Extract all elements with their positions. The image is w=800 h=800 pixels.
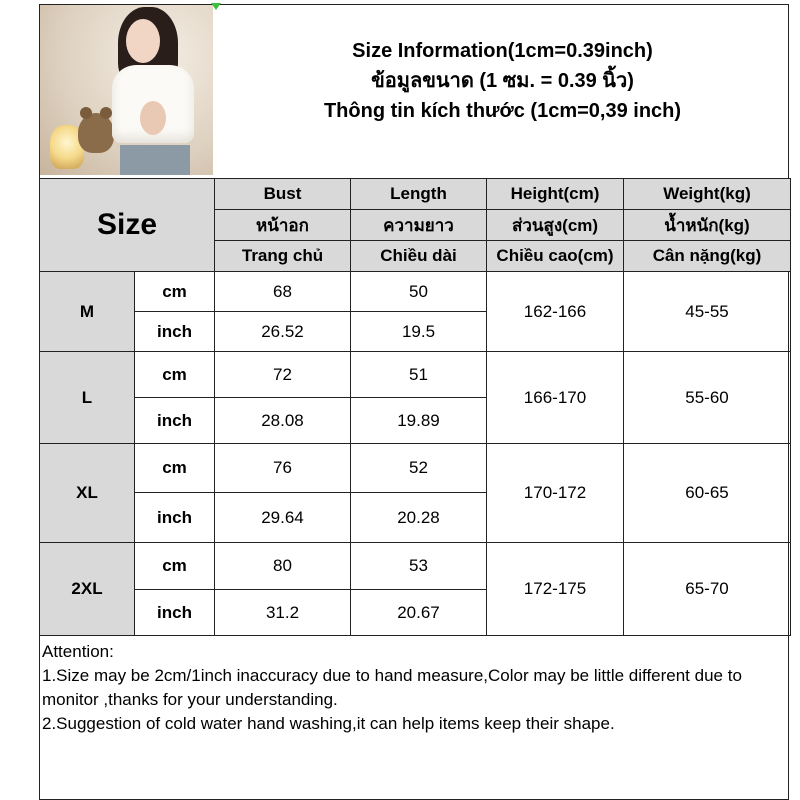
length-inch-value: 19.89	[351, 398, 487, 444]
unit-inch-label: inch	[135, 312, 215, 352]
col-header-weight-en: Weight(kg)	[624, 179, 791, 210]
height-range-value: 170-172	[487, 444, 624, 543]
unit-cm-label: cm	[135, 444, 215, 493]
col-header-weight-th: น้ำหนัก(kg)	[624, 210, 791, 241]
size-information-header	[215, 36, 790, 126]
col-header-height-th: ส่วนสูง(cm)	[487, 210, 624, 241]
unit-cm-label: cm	[135, 352, 215, 398]
attention-note-1: 1.Size may be 2cm/1inch inaccuracy due to hand measure,Color may be little different due to monitor ,thanks for your understanding.	[42, 666, 742, 709]
unit-inch-label: inch	[135, 590, 215, 636]
header-line-thai: ข้อมูลขนาด (1 ซม. = 0.39 นิ้ว)	[371, 70, 634, 92]
height-range-value: 162-166	[487, 272, 624, 352]
jeans-shape	[120, 145, 190, 175]
col-header-bust-vi: Trang chủ	[215, 241, 351, 272]
bust-cm-value: 72	[215, 352, 351, 398]
product-photo	[40, 5, 213, 175]
col-header-length-vi: Chiều dài	[351, 241, 487, 272]
length-cm-value: 52	[351, 444, 487, 493]
model-face-shape	[126, 19, 160, 63]
length-cm-value: 51	[351, 352, 487, 398]
length-inch-value: 20.67	[351, 590, 487, 636]
open-back-shape	[140, 101, 166, 135]
teddy-bear-shape	[78, 113, 114, 153]
unit-cm-label: cm	[135, 272, 215, 312]
col-header-height-vi: Chiều cao(cm)	[487, 241, 624, 272]
attention-title: Attention:	[42, 642, 114, 661]
unit-inch-label: inch	[135, 398, 215, 444]
header-line-vietnamese: Thông tin kích thước (1cm=0,39 inch)	[323, 100, 682, 122]
bust-inch-value: 31.2	[215, 590, 351, 636]
size-label-l: L	[40, 352, 135, 444]
col-header-height-en: Height(cm)	[487, 179, 624, 210]
bust-cm-value: 68	[215, 272, 351, 312]
unit-cm-label: cm	[135, 543, 215, 590]
unit-inch-label: inch	[135, 493, 215, 543]
height-range-value: 172-175	[487, 543, 624, 636]
weight-range-value: 65-70	[624, 543, 791, 636]
height-range-value: 166-170	[487, 352, 624, 444]
size-table	[39, 178, 791, 636]
size-label-m: M	[40, 272, 135, 352]
col-header-length-en: Length	[351, 179, 487, 210]
size-label-2xl: 2XL	[40, 543, 135, 636]
attention-note-2: 2.Suggestion of cold water hand washing,it can help items keep their shape.	[42, 714, 615, 733]
bust-inch-value: 28.08	[215, 398, 351, 444]
length-cm-value: 53	[351, 543, 487, 590]
bust-inch-value: 26.52	[215, 312, 351, 352]
col-header-weight-vi: Cân nặng(kg)	[624, 241, 791, 272]
length-inch-value: 19.5	[351, 312, 487, 352]
size-label-xl: XL	[40, 444, 135, 543]
col-header-length-th: ความยาว	[351, 210, 487, 241]
length-inch-value: 20.28	[351, 493, 487, 543]
bust-cm-value: 80	[215, 543, 351, 590]
length-cm-value: 50	[351, 272, 487, 312]
weight-range-value: 60-65	[624, 444, 791, 543]
header-line-english: Size Information(1cm=0.39inch)	[352, 40, 653, 62]
bust-cm-value: 76	[215, 444, 351, 493]
attention-notes	[42, 640, 787, 736]
weight-range-value: 45-55	[624, 272, 791, 352]
size-title-cell: Size	[40, 179, 215, 272]
col-header-bust-en: Bust	[215, 179, 351, 210]
green-triangle-icon	[211, 3, 221, 10]
weight-range-value: 55-60	[624, 352, 791, 444]
col-header-bust-th: หน้าอก	[215, 210, 351, 241]
bust-inch-value: 29.64	[215, 493, 351, 543]
